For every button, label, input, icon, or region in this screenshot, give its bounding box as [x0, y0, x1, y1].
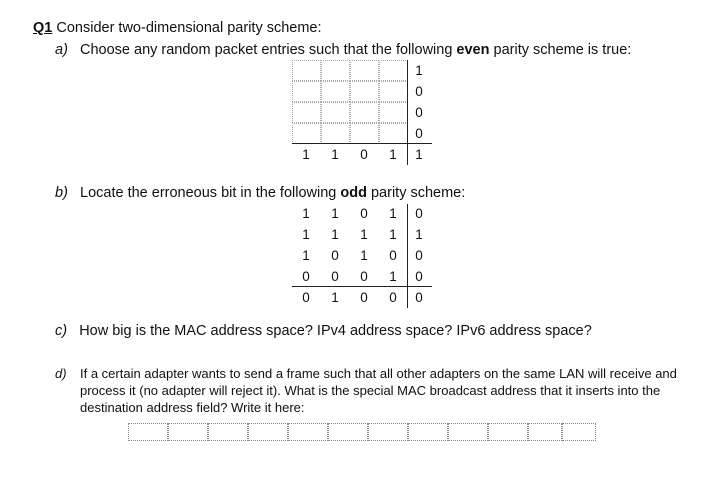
grid-cell[interactable]: [379, 60, 408, 81]
mac-digit-box[interactable]: [328, 423, 368, 441]
part-a-text-after: parity scheme is true:: [489, 42, 632, 58]
grid-cell[interactable]: [292, 60, 321, 81]
part-a-label: a): [55, 42, 68, 58]
b-cell: 1: [389, 269, 397, 284]
a-col-parity: 0: [360, 147, 368, 162]
b-cell: 1: [360, 248, 368, 263]
question-title: Consider two-dimensional parity scheme:: [56, 20, 322, 36]
a-row-parity: 0: [415, 126, 423, 141]
b-cell: 1: [389, 206, 397, 221]
grid-cell[interactable]: [350, 60, 379, 81]
mac-digit-box[interactable]: [368, 423, 408, 441]
a-row-parity: 0: [415, 84, 423, 99]
grid-cell[interactable]: [321, 60, 350, 81]
mac-digit-box[interactable]: [408, 423, 448, 441]
mac-digit-box[interactable]: [208, 423, 248, 441]
part-d-label: d): [55, 366, 67, 381]
b-row-parity: 0: [415, 269, 423, 284]
b-col-parity: 0: [360, 290, 368, 305]
grid-cell[interactable]: [292, 123, 321, 144]
part-a-prompt: [55, 42, 631, 58]
b-cell: 0: [360, 269, 368, 284]
b-col-parity: 0: [389, 290, 397, 305]
grid-cell[interactable]: [350, 81, 379, 102]
a-corner-parity: 1: [415, 147, 423, 162]
b-cell: 1: [331, 227, 339, 242]
grid-cell[interactable]: [292, 81, 321, 102]
question-number: Q1: [33, 20, 53, 36]
a-parity-vertical-divider: [407, 60, 408, 165]
mac-digit-box[interactable]: [562, 423, 596, 441]
b-cell: 0: [360, 206, 368, 221]
b-row-parity: 1: [415, 227, 423, 242]
grid-cell[interactable]: [379, 81, 408, 102]
grid-cell[interactable]: [321, 123, 350, 144]
a-parity-horizontal-divider: [292, 143, 432, 144]
part-c-text: How big is the MAC address space? IPv4 address space? IPv6 address space?: [79, 323, 592, 339]
a-col-parity: 1: [302, 147, 310, 162]
grid-cell[interactable]: [379, 123, 408, 144]
b-cell: 1: [360, 227, 368, 242]
part-a-bold: even: [456, 42, 490, 58]
b-col-parity: 1: [331, 290, 339, 305]
grid-cell[interactable]: [350, 102, 379, 123]
part-b-text-before: Locate the erroneous bit in the following: [80, 185, 341, 201]
part-d-text: If a certain adapter wants to send a frame such that all other adapters on the same LAN will receive and process it (no adapter will reject it). What is the special MAC broadcast address that it inserts into the destination address field? Write it here:: [80, 366, 677, 415]
b-parity-vertical-divider: [407, 204, 408, 308]
part-d-prompt: [55, 365, 695, 416]
part-b-text-after: parity scheme:: [366, 185, 466, 201]
b-cell: 0: [302, 269, 310, 284]
mac-digit-box[interactable]: [168, 423, 208, 441]
b-cell: 0: [331, 248, 339, 263]
b-cell: 1: [302, 227, 310, 242]
part-b-prompt: [55, 185, 465, 201]
a-row-parity: 0: [415, 105, 423, 120]
question-1-heading: [33, 20, 322, 36]
mac-digit-box[interactable]: [488, 423, 528, 441]
mac-digit-box[interactable]: [288, 423, 328, 441]
grid-cell[interactable]: [350, 123, 379, 144]
mac-digit-box[interactable]: [128, 423, 168, 441]
mac-digit-box[interactable]: [448, 423, 488, 441]
a-row-parity: 1: [415, 63, 423, 78]
part-b-label: b): [55, 185, 68, 201]
b-parity-horizontal-divider: [292, 286, 432, 287]
mac-digit-box[interactable]: [528, 423, 562, 441]
b-cell: 0: [331, 269, 339, 284]
b-row-parity: 0: [415, 206, 423, 221]
b-cell: 0: [389, 248, 397, 263]
b-cell: 1: [331, 206, 339, 221]
grid-cell[interactable]: [292, 102, 321, 123]
grid-cell[interactable]: [321, 81, 350, 102]
b-corner-parity: 0: [415, 290, 423, 305]
b-cell: 1: [302, 206, 310, 221]
b-cell: 1: [302, 248, 310, 263]
grid-cell[interactable]: [321, 102, 350, 123]
mac-digit-box[interactable]: [248, 423, 288, 441]
a-col-parity: 1: [331, 147, 339, 162]
a-col-parity: 1: [389, 147, 397, 162]
b-cell: 1: [389, 227, 397, 242]
part-c-label: c): [55, 323, 68, 339]
part-a-text-before: Choose any random packet entries such that the following: [80, 42, 457, 58]
b-col-parity: 0: [302, 290, 310, 305]
part-b-bold: odd: [340, 185, 367, 201]
b-row-parity: 0: [415, 248, 423, 263]
grid-cell[interactable]: [379, 102, 408, 123]
part-c-prompt: [55, 323, 592, 339]
